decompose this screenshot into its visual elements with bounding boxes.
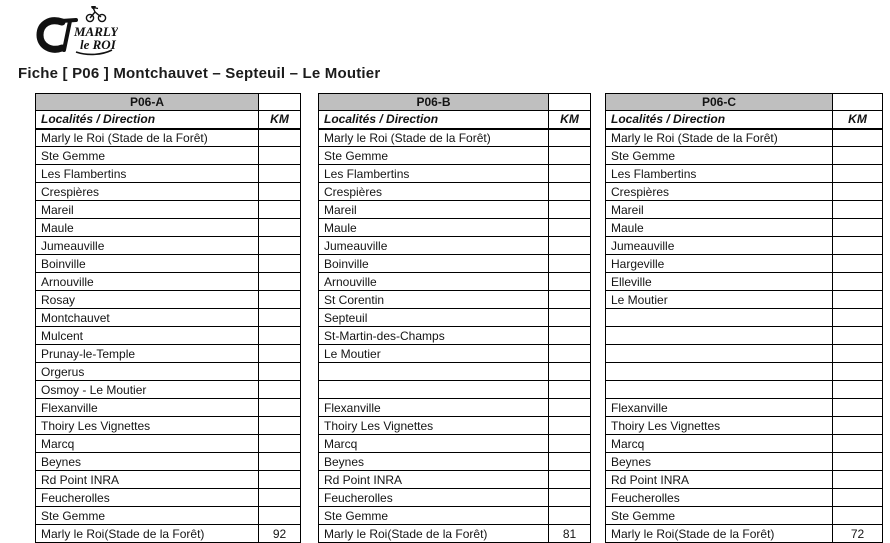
locality-cell: Osmoy - Le Moutier <box>36 381 259 399</box>
locality-cell: Thoiry Les Vignettes <box>606 417 833 435</box>
locality-cell: Rd Point INRA <box>36 471 259 489</box>
table-row <box>36 417 301 435</box>
locality-cell: Crespières <box>319 183 549 201</box>
km-cell <box>549 147 591 165</box>
locality-cell: Mareil <box>606 201 833 219</box>
km-cell <box>549 471 591 489</box>
locality-cell: Boinville <box>36 255 259 273</box>
column-header-localites: Localités / Direction <box>606 111 833 129</box>
km-cell <box>259 471 301 489</box>
group-header-row <box>319 94 591 111</box>
column-header-km: KM <box>549 111 591 129</box>
locality-cell <box>606 327 833 345</box>
locality-cell: Prunay-le-Temple <box>36 345 259 363</box>
locality-cell: Beynes <box>606 453 833 471</box>
km-spacer-cell <box>549 94 591 111</box>
km-cell: 72 <box>833 525 883 543</box>
km-cell <box>259 291 301 309</box>
km-cell <box>259 453 301 471</box>
km-cell <box>259 381 301 399</box>
table-row <box>606 507 883 525</box>
group-header-row <box>36 94 301 111</box>
locality-cell: Rd Point INRA <box>606 471 833 489</box>
km-cell <box>833 489 883 507</box>
table-row <box>606 291 883 309</box>
km-cell <box>833 471 883 489</box>
page-title: Fiche [ P06 ] Montchauvet – Septeuil – Le Moutier <box>18 65 381 82</box>
column-header-localites: Localités / Direction <box>319 111 549 129</box>
table-row <box>606 219 883 237</box>
km-cell <box>833 309 883 327</box>
km-cell <box>549 201 591 219</box>
table-row <box>319 255 591 273</box>
locality-cell: Arnouville <box>319 273 549 291</box>
table-row <box>319 453 591 471</box>
table-row <box>319 291 591 309</box>
club-logo-graphic <box>32 6 118 58</box>
locality-cell: Marly le Roi(Stade de la Forêt) <box>319 525 549 543</box>
km-cell <box>549 435 591 453</box>
locality-cell: Rd Point INRA <box>319 471 549 489</box>
table-row <box>36 363 301 381</box>
km-cell <box>833 219 883 237</box>
locality-cell: Marly le Roi(Stade de la Forêt) <box>606 525 833 543</box>
group-header: P06-B <box>319 94 549 111</box>
table-row <box>36 345 301 363</box>
locality-cell: Boinville <box>319 255 549 273</box>
km-cell <box>259 327 301 345</box>
km-cell <box>833 507 883 525</box>
km-cell <box>549 507 591 525</box>
ct-monogram-icon <box>40 20 76 50</box>
locality-cell: Marcq <box>606 435 833 453</box>
table-row <box>36 489 301 507</box>
column-header-km: KM <box>259 111 301 129</box>
route-table-p06a <box>35 93 301 543</box>
km-cell <box>259 507 301 525</box>
km-cell <box>259 363 301 381</box>
table-row <box>606 417 883 435</box>
table-row <box>319 219 591 237</box>
km-cell: 92 <box>259 525 301 543</box>
km-cell <box>833 183 883 201</box>
table-row <box>606 309 883 327</box>
table-row <box>606 273 883 291</box>
locality-cell: Ste Gemme <box>606 147 833 165</box>
locality-cell: Marly le Roi (Stade de la Forêt) <box>319 129 549 147</box>
table-row <box>606 129 883 147</box>
km-cell <box>549 237 591 255</box>
km-cell: 81 <box>549 525 591 543</box>
table-row <box>36 453 301 471</box>
locality-cell: Marly le Roi(Stade de la Forêt) <box>36 525 259 543</box>
column-header-localites: Localités / Direction <box>36 111 259 129</box>
km-cell <box>833 237 883 255</box>
km-cell <box>259 417 301 435</box>
cyclist-icon <box>86 6 105 22</box>
km-cell <box>833 129 883 147</box>
locality-cell: Maule <box>319 219 549 237</box>
table-row <box>606 147 883 165</box>
table-row <box>36 309 301 327</box>
km-cell <box>549 183 591 201</box>
table-row <box>319 309 591 327</box>
column-header-row <box>319 111 591 129</box>
route-table-p06b <box>318 93 591 543</box>
table-row <box>319 237 591 255</box>
logo-text-leroi: le ROI <box>80 37 116 52</box>
locality-cell: Montchauvet <box>36 309 259 327</box>
column-header-km: KM <box>833 111 883 129</box>
locality-cell: Flexanville <box>606 399 833 417</box>
table-row <box>36 129 301 147</box>
km-cell <box>549 165 591 183</box>
km-cell <box>549 417 591 435</box>
locality-cell: Flexanville <box>319 399 549 417</box>
locality-cell: Le Moutier <box>606 291 833 309</box>
locality-cell: Les Flambertins <box>36 165 259 183</box>
table-row <box>36 399 301 417</box>
table-row <box>36 201 301 219</box>
km-cell <box>259 219 301 237</box>
locality-cell: Feucherolles <box>606 489 833 507</box>
km-cell <box>833 345 883 363</box>
locality-cell: Septeuil <box>319 309 549 327</box>
km-cell <box>259 489 301 507</box>
table-row <box>606 165 883 183</box>
route-tables <box>35 93 883 543</box>
table-row <box>319 327 591 345</box>
table-row <box>319 507 591 525</box>
table-row <box>319 471 591 489</box>
table-row <box>606 327 883 345</box>
km-cell <box>549 291 591 309</box>
locality-cell: Jumeauville <box>319 237 549 255</box>
km-cell <box>833 381 883 399</box>
km-cell <box>259 435 301 453</box>
locality-cell: Les Flambertins <box>606 165 833 183</box>
table-row <box>319 363 591 381</box>
km-cell <box>833 201 883 219</box>
km-cell <box>259 165 301 183</box>
club-logo <box>32 6 118 58</box>
locality-cell: Marly le Roi (Stade de la Forêt) <box>606 129 833 147</box>
table-row <box>319 417 591 435</box>
km-cell <box>549 309 591 327</box>
locality-cell: Marly le Roi (Stade de la Forêt) <box>36 129 259 147</box>
table-row <box>319 345 591 363</box>
table-row <box>319 435 591 453</box>
table-row <box>36 273 301 291</box>
km-cell <box>833 327 883 345</box>
locality-cell: Maule <box>606 219 833 237</box>
km-cell <box>833 453 883 471</box>
km-cell <box>259 255 301 273</box>
km-cell <box>259 399 301 417</box>
locality-cell: Orgerus <box>36 363 259 381</box>
locality-cell: Jumeauville <box>606 237 833 255</box>
table-row <box>606 399 883 417</box>
table-row <box>319 201 591 219</box>
locality-cell: Maule <box>36 219 259 237</box>
km-cell <box>549 381 591 399</box>
km-cell <box>549 399 591 417</box>
table-row <box>319 381 591 399</box>
locality-cell: Beynes <box>319 453 549 471</box>
group-header: P06-C <box>606 94 833 111</box>
km-cell <box>549 327 591 345</box>
km-cell <box>549 273 591 291</box>
locality-cell <box>319 363 549 381</box>
locality-cell: Feucherolles <box>36 489 259 507</box>
locality-cell: Thoiry Les Vignettes <box>319 417 549 435</box>
km-cell <box>549 363 591 381</box>
table-row <box>319 273 591 291</box>
table-row <box>36 291 301 309</box>
table-row <box>36 165 301 183</box>
km-cell <box>833 147 883 165</box>
locality-cell: Flexanville <box>36 399 259 417</box>
km-cell <box>259 147 301 165</box>
table-row <box>36 219 301 237</box>
km-cell <box>549 489 591 507</box>
locality-cell: Marcq <box>319 435 549 453</box>
locality-cell: St Corentin <box>319 291 549 309</box>
locality-cell: Crespières <box>36 183 259 201</box>
locality-cell: Hargeville <box>606 255 833 273</box>
table-row <box>36 147 301 165</box>
locality-cell: Elleville <box>606 273 833 291</box>
locality-cell <box>606 363 833 381</box>
km-cell <box>549 129 591 147</box>
table-row <box>319 525 591 543</box>
locality-cell: Ste Gemme <box>36 507 259 525</box>
locality-cell: Crespières <box>606 183 833 201</box>
table-row <box>36 435 301 453</box>
table-row <box>606 525 883 543</box>
table-row <box>606 237 883 255</box>
locality-cell: Marcq <box>36 435 259 453</box>
km-cell <box>259 183 301 201</box>
km-cell <box>833 255 883 273</box>
table-row <box>606 489 883 507</box>
table-row <box>319 399 591 417</box>
locality-cell: Arnouville <box>36 273 259 291</box>
km-cell <box>833 435 883 453</box>
locality-cell: Mulcent <box>36 327 259 345</box>
km-cell <box>833 399 883 417</box>
locality-cell: Le Moutier <box>319 345 549 363</box>
table-row <box>319 183 591 201</box>
table-row <box>36 507 301 525</box>
locality-cell: Rosay <box>36 291 259 309</box>
table-row <box>606 345 883 363</box>
locality-cell: Ste Gemme <box>319 147 549 165</box>
locality-cell: Mareil <box>36 201 259 219</box>
locality-cell: Thoiry Les Vignettes <box>36 417 259 435</box>
table-row <box>36 525 301 543</box>
km-cell <box>259 129 301 147</box>
locality-cell: Mareil <box>319 201 549 219</box>
table-row <box>606 201 883 219</box>
table-row <box>319 489 591 507</box>
logo-text-marly: MARLY <box>74 24 118 39</box>
table-row <box>606 183 883 201</box>
table-row <box>606 363 883 381</box>
locality-cell: Les Flambertins <box>319 165 549 183</box>
km-cell <box>833 273 883 291</box>
locality-cell <box>319 381 549 399</box>
locality-cell: Feucherolles <box>319 489 549 507</box>
km-cell <box>833 291 883 309</box>
table-row <box>606 435 883 453</box>
group-header: P06-A <box>36 94 259 111</box>
table-row <box>606 471 883 489</box>
km-cell <box>259 201 301 219</box>
km-cell <box>833 363 883 381</box>
km-cell <box>549 345 591 363</box>
locality-cell: Beynes <box>36 453 259 471</box>
locality-cell <box>606 309 833 327</box>
route-table-p06c <box>605 93 883 543</box>
table-row <box>36 237 301 255</box>
table-row <box>319 147 591 165</box>
locality-cell: St-Martin-des-Champs <box>319 327 549 345</box>
km-spacer-cell <box>833 94 883 111</box>
locality-cell: Jumeauville <box>36 237 259 255</box>
km-cell <box>259 309 301 327</box>
km-cell <box>259 345 301 363</box>
km-cell <box>259 237 301 255</box>
group-header-row <box>606 94 883 111</box>
locality-cell <box>606 381 833 399</box>
km-cell <box>259 273 301 291</box>
column-header-row <box>606 111 883 129</box>
table-row <box>36 327 301 345</box>
table-row <box>319 129 591 147</box>
table-row <box>606 453 883 471</box>
table-row <box>606 255 883 273</box>
locality-cell: Ste Gemme <box>36 147 259 165</box>
km-cell <box>549 255 591 273</box>
table-row <box>319 165 591 183</box>
table-row <box>36 381 301 399</box>
table-row <box>36 183 301 201</box>
km-cell <box>833 417 883 435</box>
locality-cell: Ste Gemme <box>606 507 833 525</box>
km-spacer-cell <box>259 94 301 111</box>
table-row <box>606 381 883 399</box>
locality-cell <box>606 345 833 363</box>
km-cell <box>833 165 883 183</box>
table-row <box>36 471 301 489</box>
column-header-row <box>36 111 301 129</box>
locality-cell: Ste Gemme <box>319 507 549 525</box>
km-cell <box>549 219 591 237</box>
km-cell <box>549 453 591 471</box>
table-row <box>36 255 301 273</box>
